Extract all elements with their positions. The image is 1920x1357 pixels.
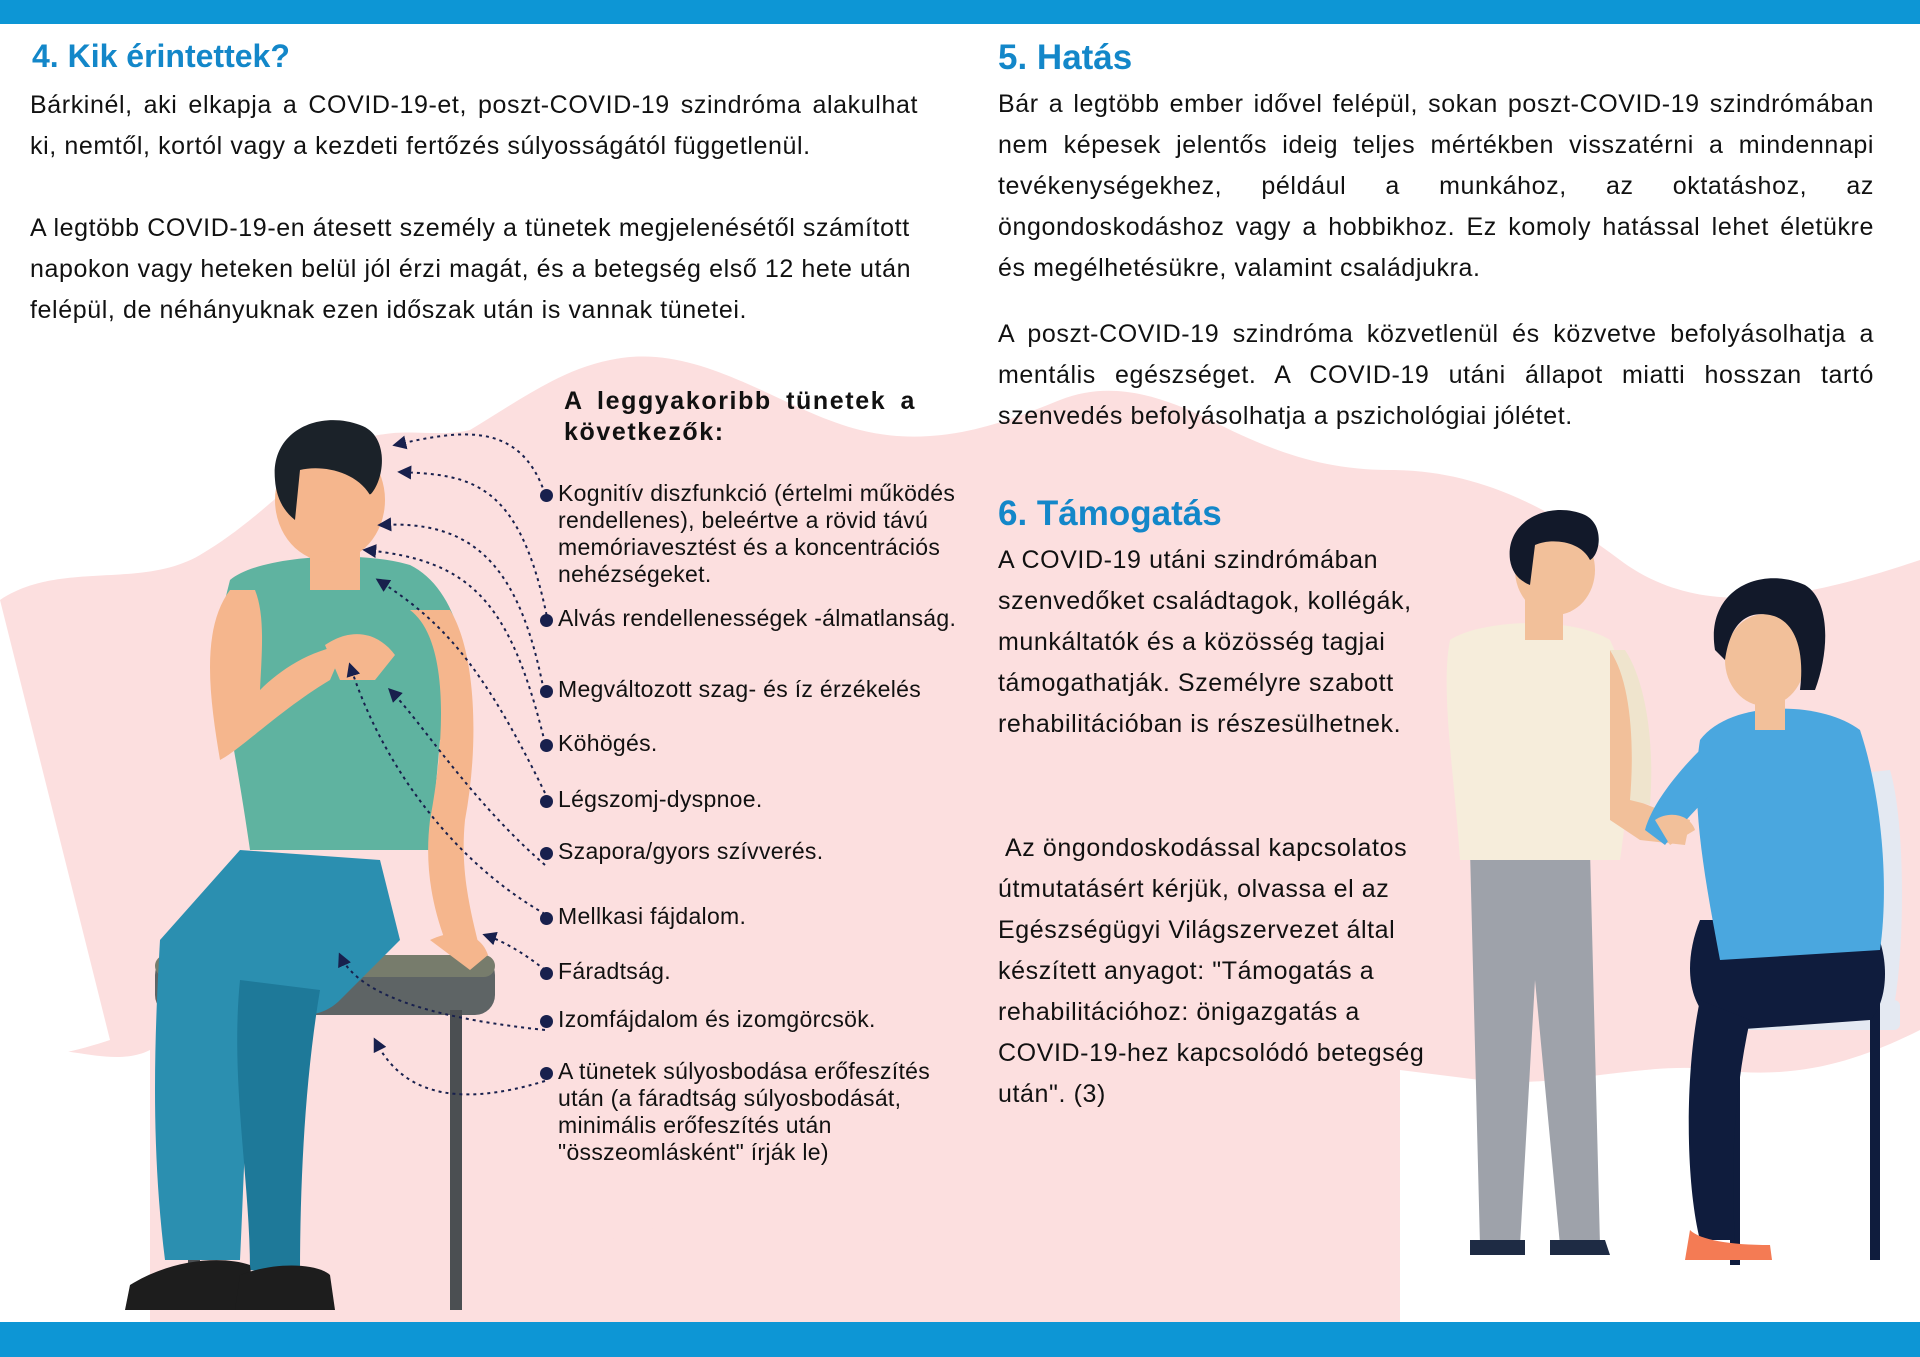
section-4-title: 4. Kik érintettek?	[32, 38, 290, 74]
symptom-item: Izomfájdalom és izomgörcsök.	[542, 1006, 962, 1033]
symptoms-list	[542, 0, 962, 1300]
bullet-icon	[540, 795, 553, 808]
bullet-icon	[540, 685, 553, 698]
symptom-item: Légszomj-dyspnoe.	[542, 786, 962, 813]
bullet-icon	[540, 739, 553, 752]
section-6-paragraph-1: A COVID-19 utáni szindrómában szenvedőket családtagok, kollégák, munkáltatók és a közösség tagjai támogathatják. Személyre szabott rehabilitációban is részesülhetnek.	[998, 546, 1412, 738]
bullet-icon	[540, 489, 553, 502]
bottom-band	[0, 1322, 1920, 1357]
bullet-icon	[540, 1067, 553, 1080]
support-illustration	[1400, 500, 1920, 1280]
symptom-item: Kognitív diszfunkció (értelmi működés rendellenes), beleértve a rövid távú memóriavesztést és a koncentrációs nehézségeket.	[542, 480, 962, 588]
symptom-item: Mellkasi fájdalom.	[542, 903, 962, 930]
symptom-item: Fáradtság.	[542, 958, 962, 985]
section-5-paragraph-2: A poszt-COVID-19 szindróma közvetlenül és közvetve befolyásolhatja a mentális egészséget. A COVID-19 utáni állapot miatti hosszan tartó szenvedés befolyásolhatja a pszichológiai jólétet.	[998, 320, 1874, 430]
symptom-item: Szapora/gyors szívverés.	[542, 838, 962, 865]
section-4-paragraph-1: Bárkinél, aki elkapja a COVID-19-et, poszt-COVID-19 szindróma alakulhat ki, nemtől, kortól vagy a kezdeti fertőzés súlyosságától függetlenül.	[30, 91, 918, 160]
bullet-icon	[540, 614, 553, 627]
section-6-paragraph-2: Az öngondoskodással kapcsolatos útmutatásért kérjük, olvassa el az Egészségügyi Világszervezet által készített anyagot: "Támogatás a rehabilitációhoz: önigazgatás a COVID-19-hez kapcsolódó betegség után". (3)	[998, 834, 1425, 1108]
symptoms-title: A leggyakoribb tünetek a következők:	[564, 387, 916, 446]
section-6-title: 6. Támogatás	[998, 494, 1222, 533]
bullet-icon	[540, 967, 553, 980]
symptom-item: Megváltozott szag- és íz érzékelés	[542, 676, 962, 703]
symptom-item: Köhögés.	[542, 730, 962, 757]
symptom-item: Alvás rendellenességek -álmatlanság.	[542, 605, 962, 632]
bullet-icon	[540, 912, 553, 925]
symptom-item: A tünetek súlyosbodása erőfeszítés után (a fáradtság súlyosbodását, minimális erőfeszítés után "összeomlásként" írják le)	[542, 1058, 962, 1166]
bullet-icon	[540, 847, 553, 860]
section-4-paragraph-2: A legtöbb COVID-19-en átesett személy a tünetek megjelenésétől számított napokon vagy heteken belül jól érzi magát, és a betegség első 12 hete után felépül, de néhányuknak ezen időszak után is vannak tünetei.	[30, 214, 912, 324]
section-5-paragraph-1: Bár a legtöbb ember idővel felépül, sokan poszt-COVID-19 szindrómában nem képesek jelentős ideig teljes mértékben visszatérni a mindennapi tevékenységekhez, például a munkához, az oktatáshoz, az öngondoskodáshoz vagy a hobbikhoz. Ez komoly hatással lehet életükre és megélhetésükre, valamint családjukra.	[998, 90, 1874, 282]
section-5-title: 5. Hatás	[998, 38, 1133, 77]
bullet-icon	[540, 1015, 553, 1028]
